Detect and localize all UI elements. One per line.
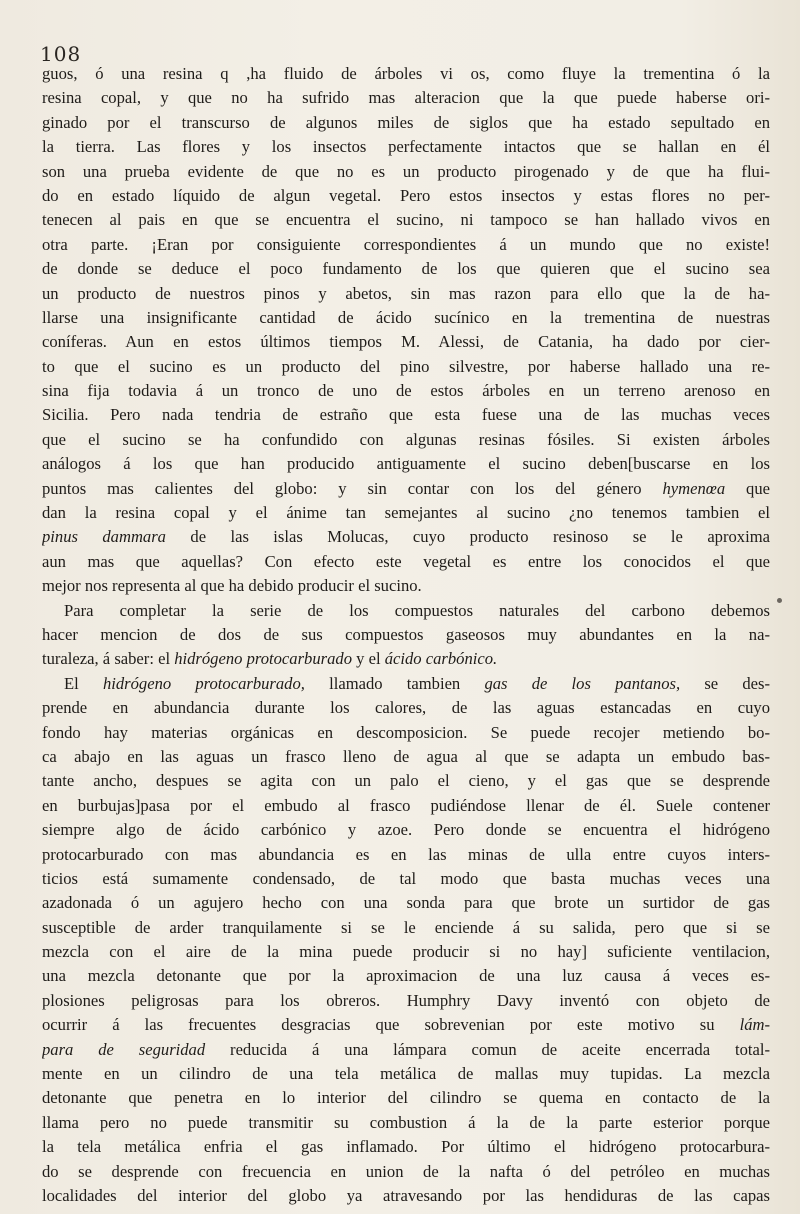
text-line [42,160,770,184]
text-line [42,403,770,427]
body-text [42,62,770,1208]
italic-text: ácido carbónico. [384,649,498,669]
text-segment: una mezcla detonante que por la aproximacion de una luz causa á veces es- [42,966,770,986]
italic-text: hymenœa [662,478,726,498]
text-segment: plosiones peligrosas para los obreros. Humphry Davy inventó con objeto de [42,990,770,1010]
text-line [42,379,770,403]
text-segment: la tierra. Las flores y los insectos perfectamente intactos que se hallan en él [42,137,770,157]
text-segment: hacer mencion de dos de sus compuestos gaseosos muy abundantes en la na- [42,624,770,644]
text-line [42,428,770,452]
text-line [42,599,770,623]
text-line [42,184,770,208]
text-segment: llarse una insignificante cantidad de ácido sucínico en la trementina de nuestras [42,307,770,327]
text-segment: protocarburado con mas abundancia es en las minas de ulla entre cuyos inters- [42,844,770,864]
text-segment: siempre algo de ácido carbónico y azoe. Pero donde se encuentra el hidrógeno [42,820,770,840]
italic-text: hidrógeno protocarburado [174,649,352,669]
ink-speck [777,598,782,603]
text-segment: Sicilia. Pero nada tendria de estraño que esta fuese una de las muchas veces [42,405,770,425]
text-segment: y el [352,649,385,669]
text-line [42,1184,770,1208]
text-segment: reducida á una lámpara comun de aceite encerrada total- [205,1039,770,1059]
text-segment: dan la resina copal y el ánime tan semejantes al sucino ¿no tenemos tambien el [42,503,770,523]
text-segment: que el sucino se ha confundido con algunas resinas fósiles. Si existen árboles [42,429,770,449]
text-line [42,1111,770,1135]
text-line [42,916,770,940]
text-segment: susceptible de arder tranquilamente si se le enciende á su salida, pero que si se [42,917,770,937]
text-line [42,233,770,257]
text-line [42,477,770,501]
text-line [42,1038,770,1062]
text-line [42,940,770,964]
text-segment: mejor nos representa al que ha debido producir el sucino. [42,576,422,596]
text-segment: de donde se deduce el poco fundamento de los que quieren que el sucino sea [42,259,770,279]
text-line [42,306,770,330]
text-line [42,257,770,281]
text-segment: ca abajo en las aguas un frasco lleno de agua al que se adapta un embudo bas- [42,746,770,766]
text-line [42,843,770,867]
text-segment: guos, ó una resina q ,ha fluido de árboles vi os, como fluye la trementina ó la [42,64,770,83]
text-segment: mezcla con el aire de la mina puede producir si no hay] suficiente ventilacion, [42,942,770,962]
text-segment: do se desprende con frecuencia en union de la nafta ó del petróleo en muchas [42,1161,770,1181]
text-line [42,1160,770,1184]
text-segment: fondo hay materias orgánicas en descomposicion. Se puede recojer metiendo bo- [42,722,770,742]
text-segment: ticios está sumamente condensado, de tal modo que basta muchas veces una [42,868,770,888]
text-segment: son una prueba evidente de que no es un producto pirogenado y de que ha flui- [42,161,770,181]
text-segment: prende en abundancia durante los calores, de las aguas estancadas en cuyo [42,698,770,718]
text-line [42,794,770,818]
text-line [42,574,770,598]
text-line [42,208,770,232]
text-segment: llamado tambien [304,673,485,693]
text-line [42,867,770,891]
text-line [42,1086,770,1110]
text-line [42,550,770,574]
text-segment: El [64,673,103,693]
text-segment: to que el sucino es un producto del pino silvestre, por haberse hallado una re- [42,356,770,376]
text-segment: se des- [680,673,770,693]
text-line [42,525,770,549]
text-segment: ginado por el transcurso de algunos miles de siglos que ha estado sepultado en [42,112,770,132]
text-line [42,989,770,1013]
text-line [42,330,770,354]
text-segment: análogos á los que han producido antiguamente el sucino deben[buscarse en los [42,454,770,474]
text-segment: do en estado líquido de algun vegetal. Pero estos insectos y estas flores no per- [42,185,770,205]
text-segment: que [725,478,770,498]
text-line [42,891,770,915]
text-segment: azadonada ó un agujero hecho con una sonda para que brote un surtidor de gas [42,893,770,913]
text-segment: de las islas Molucas, cuyo producto resinoso se le aproxima [165,527,770,547]
italic-text: gas de los pantanos, [484,673,681,693]
text-segment: un producto de nuestros pinos y abetos, sin mas razon para ello que la de ha- [42,283,770,303]
text-segment: llama pero no puede transmitir su combustion á la de la parte esterior porque [42,1112,770,1132]
italic-text: pinus dammara [42,527,166,547]
italic-text: lám- [739,1015,770,1035]
page-number: 108 [40,42,82,66]
text-line [42,355,770,379]
text-segment: en burbujas]pasa por el embudo al frasco pudiéndose llenar de él. Suele contener [42,795,770,815]
text-segment: localidades del interior del globo ya atravesando por las hendiduras de las capas [42,1185,770,1205]
text-line [42,647,770,671]
text-line [42,86,770,110]
text-line [42,501,770,525]
text-segment: ocurrir á las frecuentes desgracias que sobrevenian por este motivo su [42,1015,740,1035]
text-segment: aun mas que aquellas? Con efecto este vegetal es entre los conocidos el que [42,551,770,571]
text-segment: detonante que penetra en lo interior del cilindro se quema en contacto de la [42,1088,770,1108]
text-segment: Para completar la serie de los compuestos naturales del carbono debemos [64,600,770,620]
text-line [42,135,770,159]
text-line [42,1135,770,1159]
text-segment: tenecen al pais en que se encuentra el sucino, ni tampoco se han hallado vivos en [42,210,770,230]
text-segment: tante ancho, despues se agita con un palo el cieno, y el gas que se desprende [42,771,770,791]
text-line [42,964,770,988]
text-line [42,623,770,647]
text-line [42,696,770,720]
text-line [42,1062,770,1086]
text-segment: la tela metálica enfria el gas inflamado. Por último el hidrógeno protocarbura- [42,1137,770,1157]
text-line [42,672,770,696]
italic-text: para de seguridad [42,1039,206,1059]
text-line [42,769,770,793]
text-segment: resina copal, y que no ha sufrido mas alteracion que la que puede haberse ori- [42,88,770,108]
text-line [42,452,770,476]
text-segment: sina fija todavia á un tronco de uno de estos árboles en un terreno arenoso en [42,381,770,401]
text-segment: coníferas. Aun en estos últimos tiempos M. Alessi, de Catania, ha dado por cier- [42,332,770,352]
text-line [42,721,770,745]
text-segment: turaleza, á saber: el [42,649,175,669]
text-line [42,745,770,769]
text-segment: puntos mas calientes del globo: y sin contar con los del género [42,478,663,498]
text-line [42,111,770,135]
text-line [42,1013,770,1037]
text-segment: mente en un cilindro de una tela metálica de mallas muy tupidas. La mezcla [42,1064,770,1084]
italic-text: hidrógeno protocarburado, [102,673,305,693]
text-line [42,818,770,842]
text-line [42,282,770,306]
text-line [42,62,770,86]
text-segment: otra parte. ¡Eran por consiguiente correspondientes á un mundo que no existe! [42,234,770,254]
